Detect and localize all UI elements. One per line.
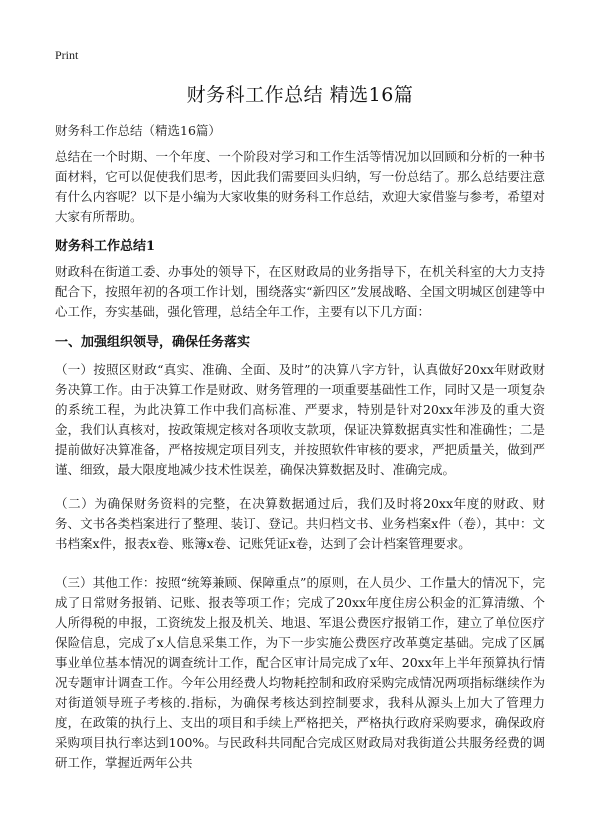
paragraph-archives: （二）为确保财务资料的完整，在决算数据通过后，我们及时将20xx年度的财政、财务、文书各类档案进行了整理、装订、登记。共归档文书、业务档案x件（卷），其中：文书档案x件，报表x卷、账簿x卷、记账凭证x卷，达到了会计档案管理要求。 (55, 496, 545, 551)
document-title: 财务科工作总结 精选16篇 (186, 84, 414, 106)
paragraph-final-accounts: （一）按照区财政“真实、准确、全面、及时”的决算八字方针，认真做好20xx年财政财务决算工作。由于决算工作是财政、财务管理的一项重要基础性工作，同时又是一项复杂的系统工程，为此决算工作中我们高标准、严要求，特别是针对20xx年涉及的重大资金，我们认真核对，按政策规定核对各项收支款项，保证决算数据真实性和准确性；二是提前做好决算准备，严格按规定项目列支，并按照软件审核的要求，严把质量关，做到严谨、细致，最大限度地减少技术性误差，确保决算数据及时、准确完成。 (55, 362, 545, 477)
document-subtitle: 财务科工作总结（精选16篇） (55, 123, 221, 138)
intro-paragraph: 总结在一个时期、一个年度、一个阶段对学习和工作生活等情况加以回顾和分析的一种书面材料，它可以促使我们思考，因此我们需要回头归纳，写一份总结了。那么总结要注意有什么内容呢？以下是小编为大家收集的财务科工作总结，欢迎大家借鉴与参考，希望对大家有所帮助。 (55, 149, 545, 224)
section1-heading: 财务科工作总结1 (55, 239, 156, 254)
subheading-organization: 一、加强组织领导，确保任务落实 (55, 335, 251, 350)
print-label: Print (55, 48, 79, 62)
section1-paragraph: 财政科在街道工委、办事处的领导下，在区财政局的业务指导下，在机关科室的大力支持配合下，按照年初的各项工作计划，围绕落实“新四区”发展战略、全国文明城区创建等中心工作，夯实基础，强化管理，总结全年工作，主要有以下几方面： (55, 264, 545, 319)
paragraph-other-work: （三）其他工作：按照“统筹兼顾、保障重点”的原则，在人员少、工作量大的情况下，完成了日常财务报销、记账、报表等项工作；完成了20xx年度住房公积金的汇算清缴、个人所得税的申报，工资统发上报及机关、地退、军退公费医疗报销工作，建立了单位医疗保险信息，完成了x人信息采集工作，为下一步实施公费医疗改革奠定基础。完成了区属事业单位基本情况的调查统计工作，配合区审计局完成了x年、20xx年上半年预算执行情况专题审计调查工作。今年公用经费人均物耗控制和政府采购完成情况两项指标继续作为对街道领导班子考核的.指标，为确保考核达到控制要求，我科从源头上加大了管理力度，在政策的执行上、支出的项目和手续上严格把关，严格执行政府采购要求，确保政府采购项目执行率达到100%。与民政科共同配合完成区财政局对我街道公共服务经费的调研工作，掌握近两年公共 (55, 575, 545, 770)
